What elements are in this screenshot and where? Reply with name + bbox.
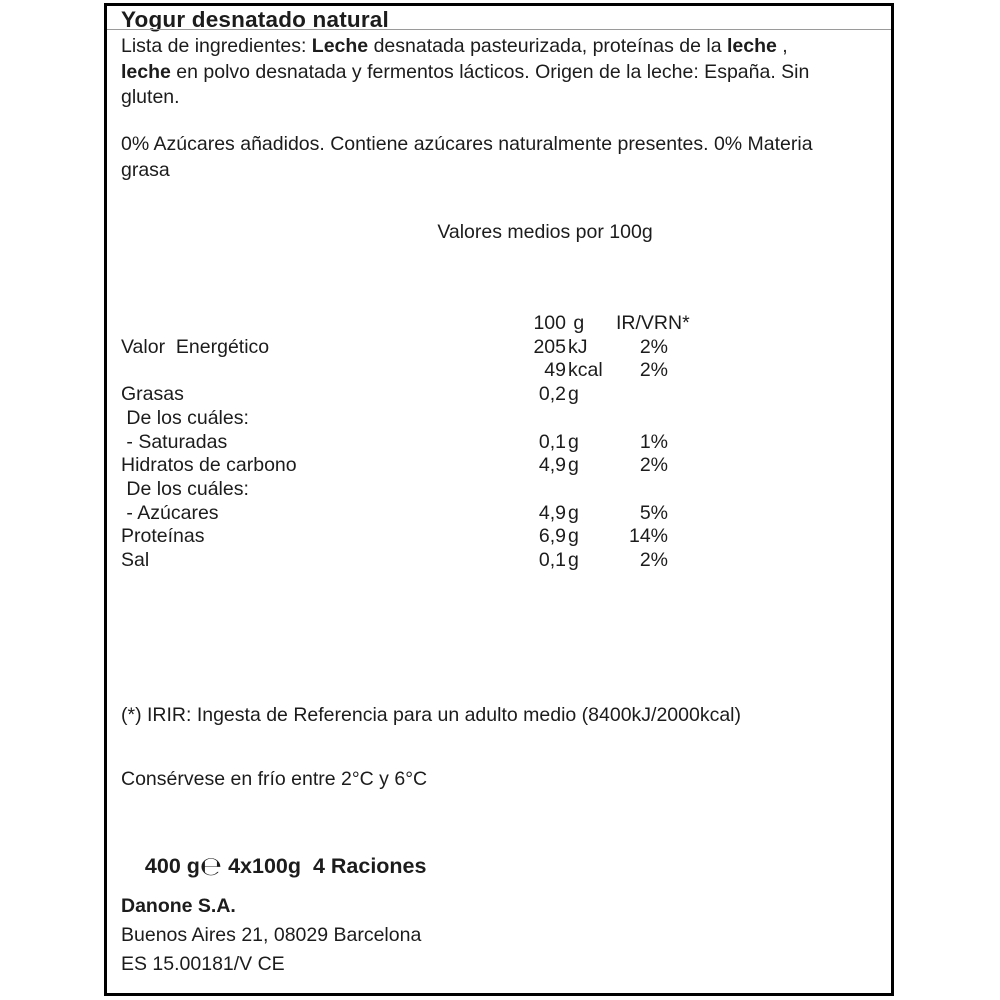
nutrition-header-row [107, 312, 891, 336]
nutrient-ri-percent: 5% [639, 501, 668, 524]
nutrient-name: - Saturadas [121, 430, 228, 453]
text-segment: desnatada pasteurizada, proteínas de la [368, 35, 727, 57]
nutrient-ri-percent [616, 383, 668, 407]
nutrient-unit [566, 478, 616, 502]
nutrient-amount: 6,9 [538, 525, 566, 548]
nutrient-amount: 0,1 [538, 430, 566, 453]
nutrition-table [107, 312, 891, 573]
nutrient-unit: g [568, 549, 579, 572]
nutrient-unit: g [568, 383, 579, 406]
nutrient-ri-percent: 2% [639, 454, 668, 477]
nutrient-ri-percent [616, 407, 668, 431]
nutrient-ri-percent [616, 478, 668, 502]
nutrient-ri-percent: 2% [639, 335, 668, 358]
net-weight-value: 400 g [144, 854, 200, 878]
nutrient-ri-percent: 1% [639, 430, 668, 453]
nutrient-name: Hidratos de carbono [121, 454, 297, 477]
estimated-sign: ℮ [199, 852, 223, 882]
text-line: 0% Azúcares añadidos. Contiene azúcares naturalmente presentes. 0% Materia [121, 133, 813, 155]
text-line [121, 34, 809, 60]
portions-info: 4x100g 4 Raciones [222, 854, 427, 878]
amount-column-header: 100 [533, 312, 566, 334]
nutrient-unit: kJ [568, 335, 588, 358]
manufacturer-name: Danone S.A. [121, 895, 236, 917]
nutrient-name: Proteínas [121, 525, 205, 548]
nutrient-name: De los cuáles: [121, 406, 249, 429]
text-segment: en polvo desnatada y fermentos lácticos. Origen de la leche: España. Sin [170, 60, 810, 83]
nutrient-name [107, 312, 519, 336]
nutrient-name: Sal [121, 549, 150, 572]
nutrition-row [107, 478, 891, 502]
text-line: grasa [121, 158, 170, 181]
manufacturer-registration: ES 15.00181/V CE [121, 953, 285, 976]
nutrient-name: De los cuáles: [121, 477, 249, 500]
nutrient-name: Grasas [121, 383, 184, 406]
nutrient-ri-percent: 2% [639, 359, 668, 382]
nutrient-unit: g [568, 454, 579, 477]
nutrient-unit: g [568, 430, 579, 453]
nutrient-name [107, 359, 519, 383]
claims-paragraph [121, 132, 813, 183]
nutrition-row [107, 525, 891, 549]
nutrient-name: - Azúcares [121, 501, 219, 524]
product-title: Yogur desnatado natural [121, 7, 389, 32]
nutrient-amount: 49 [544, 359, 566, 382]
nutrient-amount [519, 478, 566, 502]
product-label-box [104, 3, 894, 996]
nutrient-amount: 4,9 [538, 454, 566, 477]
manufacturer-block [121, 892, 421, 980]
nutrient-unit [566, 407, 616, 431]
text-segment: , [776, 35, 788, 57]
ri-column-header: IR/VRN* [616, 312, 690, 334]
text-segment: Lista de ingredientes: [121, 35, 312, 57]
text-segment: Leche [311, 35, 369, 57]
storage-instructions: Consérvese en frío entre 2°C y 6°C [121, 768, 428, 790]
text-line [121, 85, 809, 111]
text-segment: gluten. [121, 86, 180, 108]
nutrition-row [107, 359, 891, 383]
nutrient-unit: g [568, 501, 579, 524]
title-divider [107, 29, 891, 30]
nutrition-row [107, 502, 891, 526]
nutrition-row [107, 454, 891, 478]
nutrient-amount: 0,1 [538, 549, 566, 572]
nutrient-amount [519, 407, 566, 431]
nutrient-amount: 205 [533, 335, 566, 358]
ingredients-paragraph [121, 34, 809, 111]
nutrient-unit: g [568, 525, 579, 548]
nutrient-amount: 0,2 [538, 383, 566, 406]
nutrient-name: Valor Energético [121, 335, 270, 358]
nutrition-caption: Valores medios por 100g [437, 221, 653, 243]
text-line [121, 60, 809, 86]
nutrition-row [107, 549, 891, 573]
text-segment: leche [727, 35, 777, 57]
amount-unit-header: g [568, 312, 585, 334]
nutrition-row [107, 431, 891, 455]
nutrient-amount: 4,9 [538, 501, 566, 524]
nutrition-row [107, 336, 891, 360]
nutrient-unit: kcal [568, 359, 603, 382]
nutrition-rows [107, 336, 891, 573]
nutrition-row [107, 383, 891, 407]
nutrition-row [107, 407, 891, 431]
nutrient-ri-percent: 2% [639, 549, 668, 572]
reference-intake-note: (*) IRIR: Ingesta de Referencia para un adulto medio (8400kJ/2000kcal) [121, 704, 742, 726]
manufacturer-address: Buenos Aires 21, 08029 Barcelona [121, 924, 422, 947]
nutrient-ri-percent: 14% [628, 525, 668, 548]
text-segment: leche [121, 60, 171, 83]
